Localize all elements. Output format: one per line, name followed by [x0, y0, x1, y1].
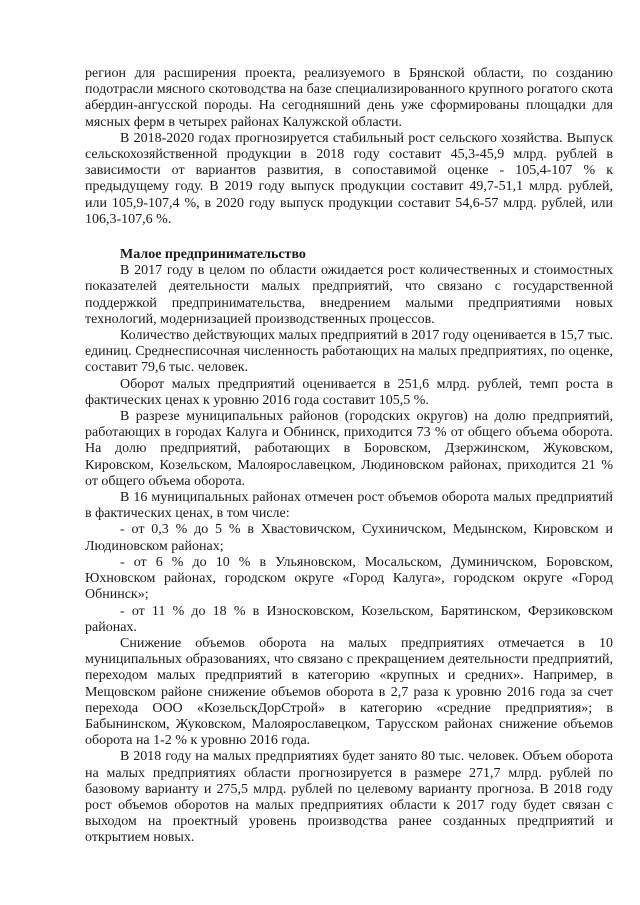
list-item-growth-3: - от 11 % до 18 % в Износковском, Козельском, Барятинском, Ферзиковском районах. — [85, 603, 613, 635]
paragraph-agriculture-forecast: В 2018-2020 годах прогнозируется стабильный рост сельского хозяйства. Выпуск сельскохозяйственной продукции в 2018 году составит 45,3-45,9 млрд. рублей в зависимости от вариантов развития, в сопоставимой оценке - 105,4-107 % к предыдущему году. В 2019 году выпуск продукции составит 49,7-51,1 млрд. рублей, или 105,9-107,4 %, в 2020 году выпуск продукции составит 54,6-57 млрд. рублей, или 106,3-107,6 %. — [85, 130, 613, 227]
paragraph-turnover-decline: Снижение объемов оборота на малых предприятиях отмечается в 10 муниципальных образованиях, что связано с прекращением деятельности предприятий, переходом малых предприятий в категорию «крупных и средних». Например, в Мещовском районе снижение объемов оборота в 2,7 раза к уровню 2016 года за счет перехода ООО «КозельскДорСтрой» в категорию «средние предприятия»; в Бабынинском, Жуковском, Малоярославецком, Тарусском районах снижение объемов оборота на 1-2 % к уровню 2016 года. — [85, 635, 613, 749]
list-item-growth-2: - от 6 % до 10 % в Ульяновском, Мосальском, Думиничском, Боровском, Юхновском районах, городском округе «Город Калуга», городском округе «Город Обнинск»; — [85, 554, 613, 603]
paragraph-2018-forecast: В 2018 году на малых предприятиях будет занято 80 тыс. человек. Объем оборота на малых предприятиях области прогнозируется в размере 271,7 млрд. рублей по базовому варианту и 275,5 млрд. рублей по целевому варианту прогноза. В 2018 году рост объемов оборотов на малых предприятиях области к 2017 году будет связан с выходом на проектный уровень производства ранее созданных предприятий и открытием новых. — [85, 749, 613, 846]
paragraph-growth-districts: В 16 муниципальных районах отмечен рост объемов оборота малых предприятий в фактических ценах, в том числе: — [85, 490, 613, 522]
paragraph-district-share: В разрезе муниципальных районов (городских округов) на долю предприятий, работающих в городах Калуга и Обнинск, приходится 73 % от общего объема оборота. На долю предприятий, работающих в Боровском, Дзержинском, Жуковском, Кировском, Козельском, Малоярославецком, Людиновском районах, приходится 21 % от общего объема оборота. — [85, 409, 613, 489]
document-body — [85, 66, 613, 847]
paragraph-agriculture-project: регион для расширения проекта, реализуемого в Брянской области, по созданию подотрасли мясного скотоводства на базе специализированного крупного рогатого скота абердин-ангусской породы. На сегодняшний день уже сформированы площадки для мясных ферм в четырех районах Калужской области. — [85, 66, 613, 130]
list-item-growth-1: - от 0,3 % до 5 % в Хвастовичском, Сухиничском, Медынском, Кировском и Людиновском районах; — [85, 522, 613, 554]
paragraph-enterprise-count: Количество действующих малых предприятий в 2017 году оценивается в 15,7 тыс. единиц. Среднесписочная численность работающих на малых предприятиях, по оценке, составит 79,6 тыс. человек. — [85, 328, 613, 376]
section-heading-small-business: Малое предпринимательство — [120, 247, 306, 263]
paragraph-turnover: Оборот малых предприятий оценивается в 251,6 млрд. рублей, темп роста в фактических ценах к уровню 2016 года составит 105,5 %. — [85, 376, 613, 408]
paragraph-small-business-growth: В 2017 году в целом по области ожидается рост количественных и стоимостных показателей деятельности малых предприятий, что связано с государственной поддержкой предпринимательства, внедрением малыми предприятиями новых технологий, модернизацией производственных процессов. — [85, 263, 613, 327]
